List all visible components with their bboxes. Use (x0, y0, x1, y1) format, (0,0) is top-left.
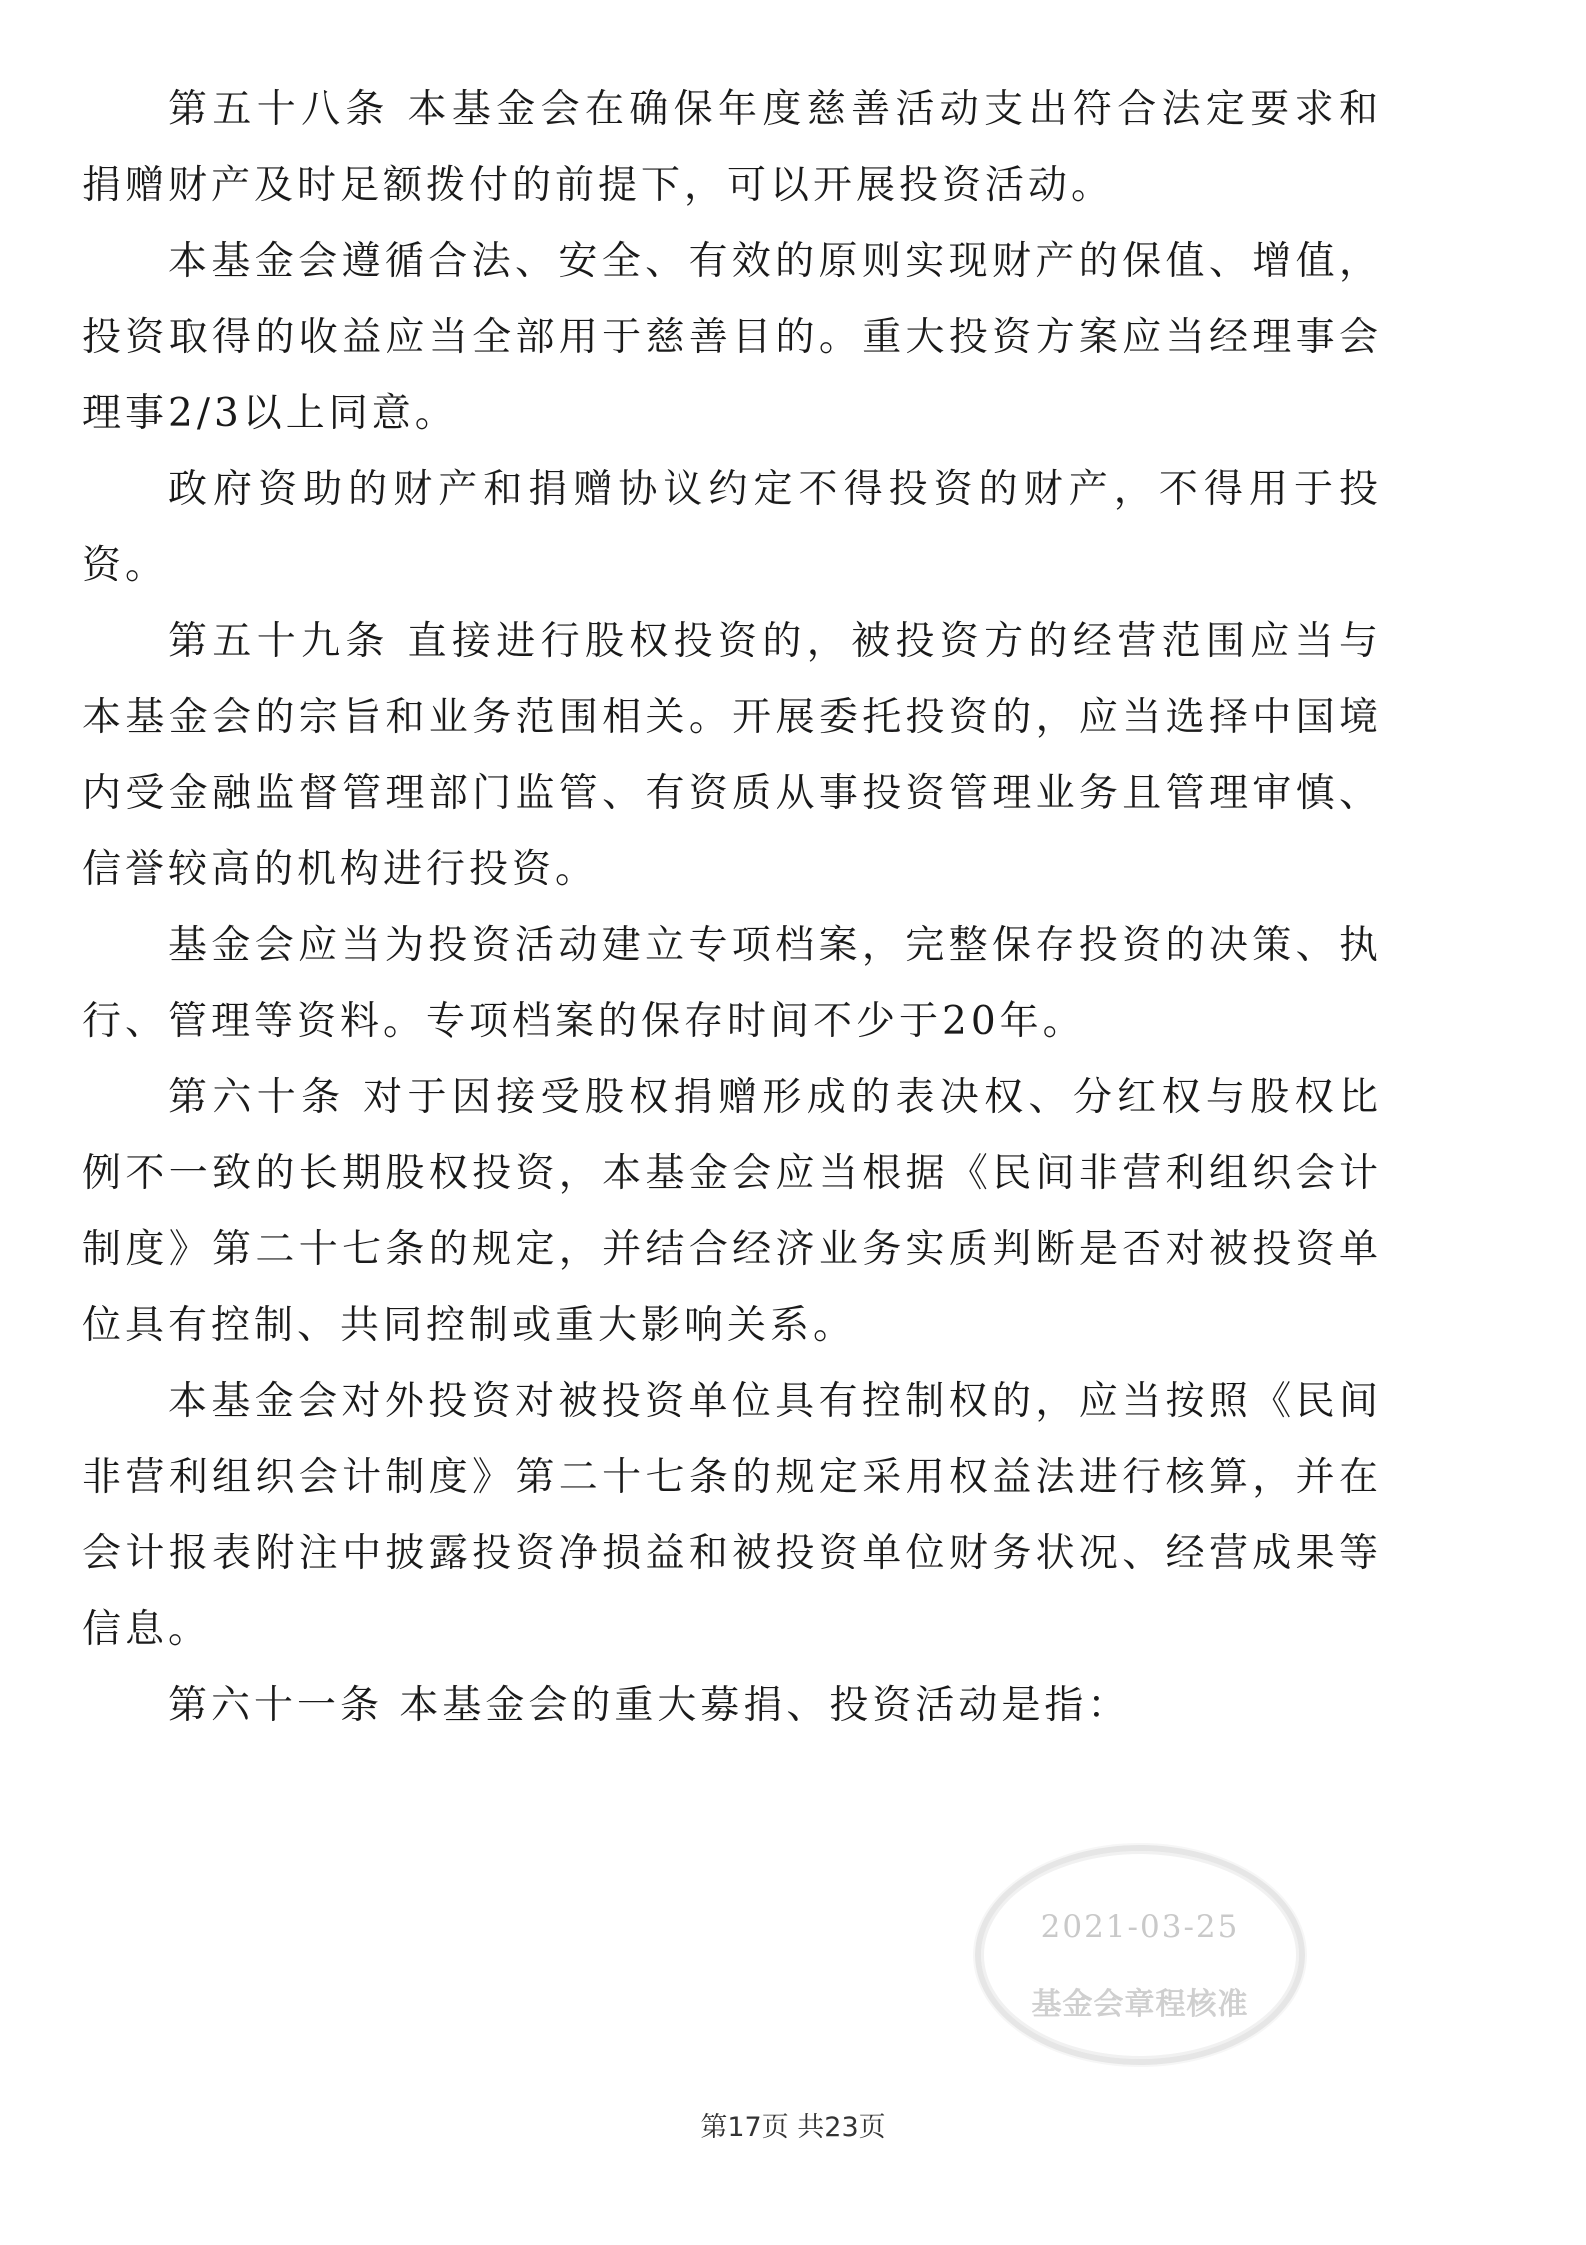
stamp-text: 基金会章程核准 (1031, 1987, 1249, 2022)
paragraph-investment-archive: 基金会应当为投资活动建立专项档案，完整保存投资的决策、执行、管理等资料。专项档案的保存时间不少于20年。 (82, 923, 1382, 1044)
paragraph-investment-principles: 本基金会遵循合法、安全、有效的原则实现财产的保值、增值，投资取得的收益应当全部用于慈善目的。重大投资方案应当经理事会理事2/3以上同意。 (82, 239, 1382, 436)
paragraph-government-funds: 政府资助的财产和捐赠协议约定不得投资的财产，不得用于投资。 (82, 467, 1382, 588)
paragraph-article-58: 第五十八条 本基金会在确保年度慈善活动支出符合法定要求和捐赠财产及时足额拨付的前提下，可以开展投资活动。 (82, 87, 1382, 208)
paragraph-article-60: 第六十条 对于因接受股权捐赠形成的表决权、分红权与股权比例不一致的长期股权投资，本基金会应当根据《民间非营利组织会计制度》第二十七条的规定，并结合经济业务实质判断是否对被投资单位具有控制、共同控制或重大影响关系。 (82, 1075, 1382, 1348)
paragraph-article-59: 第五十九条 直接进行股权投资的，被投资方的经营范围应当与本基金会的宗旨和业务范围相关。开展委托投资的，应当选择中国境内受金融监督管理部门监管、有资质从事投资管理业务且管理审慎、信誉较高的机构进行投资。 (82, 619, 1382, 892)
document-body (82, 72, 1382, 1744)
paragraph-equity-method: 本基金会对外投资对被投资单位具有控制权的，应当按照《民间非营利组织会计制度》第二十七条的规定采用权益法进行核算，并在会计报表附注中披露投资净损益和被投资单位财务状况、经营成果等信息。 (82, 1379, 1382, 1652)
stamp-date: 2021-03-25 (1040, 1909, 1240, 1945)
approval-stamp (975, 1845, 1305, 2065)
paragraph-article-61: 第六十一条 本基金会的重大募捐、投资活动是指： (168, 1683, 1131, 1728)
page-number: 第17页 共23页 (700, 2112, 886, 2143)
